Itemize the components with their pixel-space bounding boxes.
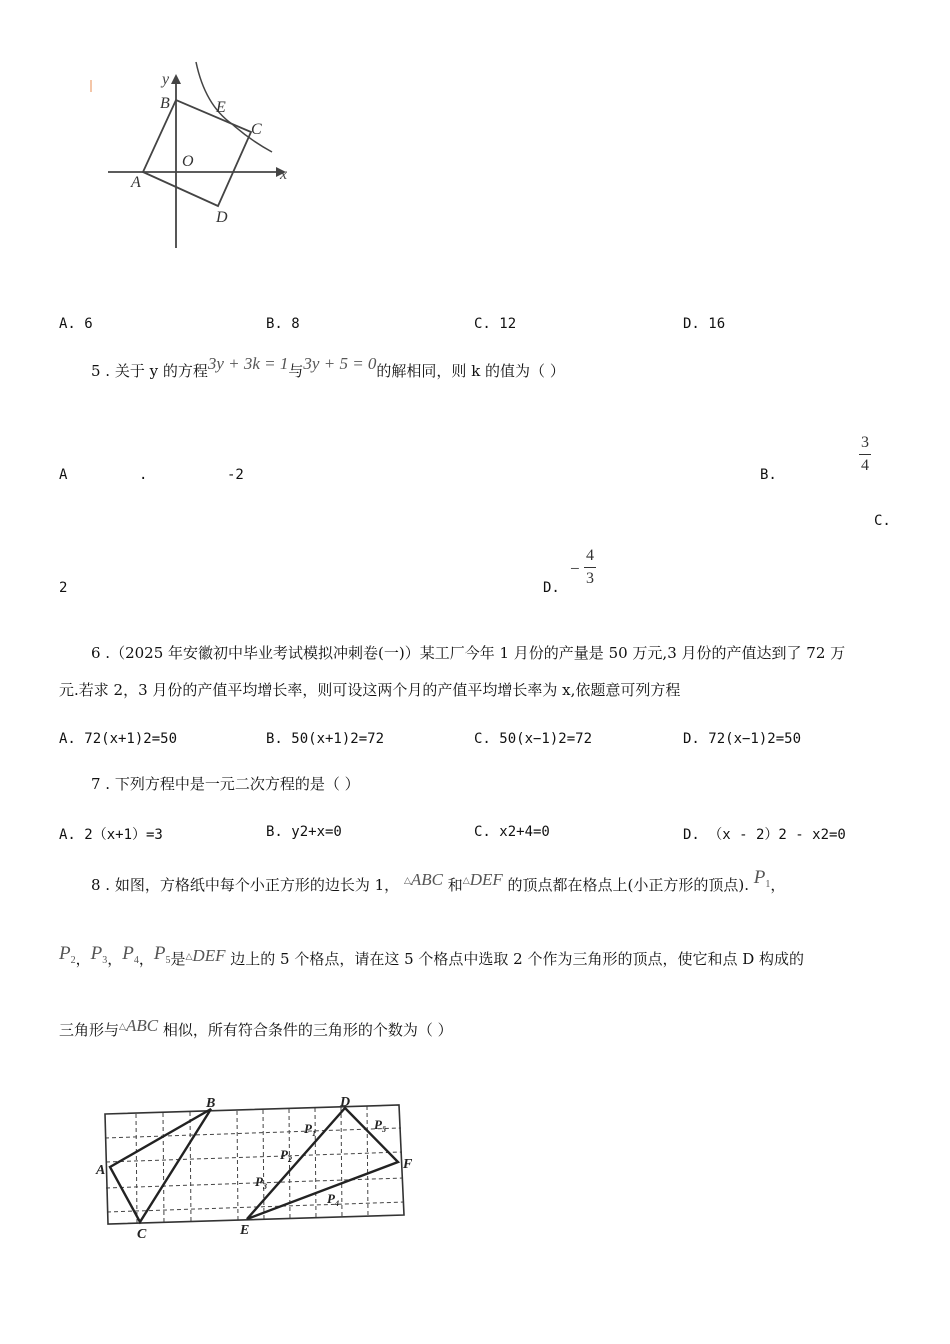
q5-option-d-numerator: 4 — [586, 547, 594, 564]
q8-is: 是 — [170, 950, 186, 968]
point-p3: $P_3$ — [90, 943, 108, 966]
q6-option-d: D. 72(x−1)2=50 — [683, 731, 802, 747]
q7-option-c: C. x2+4=0 — [474, 824, 550, 840]
q8-comma: ， — [107, 950, 123, 968]
q6-option-a: A. 72(x+1)2=50 — [59, 731, 178, 747]
label-O: O — [182, 153, 194, 170]
q5-option-c-value: 2 — [59, 580, 68, 596]
triangle-def-2: △DEF — [185, 946, 226, 965]
hyperbola-curve — [196, 62, 272, 152]
label-P2: $P_2$ — [280, 1147, 292, 1164]
q6-option-b: B. 50(x+1)2=72 — [266, 731, 385, 747]
label-F: F — [403, 1157, 413, 1172]
q8-comma: ， — [75, 950, 91, 968]
q5-option-b-fraction — [859, 434, 871, 475]
q8-line1-text-a: 8 . 如图，方格纸中每个小正方形的边长为 1， — [91, 876, 400, 894]
triangle-abc-2: △ABC — [119, 1016, 159, 1035]
q8-line1-text-b: 的顶点都在格点上(小正方形的顶点). — [507, 876, 750, 894]
q8-grid-figure — [92, 1090, 422, 1240]
q8-comma: ， — [770, 876, 786, 894]
q5-suffix: 的解相同，则 k 的值为（ ） — [376, 362, 565, 380]
square-ABCD — [143, 100, 251, 206]
label-B: B — [160, 95, 170, 112]
q5-stem — [91, 354, 565, 381]
q8-stem-line-3 — [59, 1016, 453, 1040]
fraction-bar — [859, 454, 871, 455]
q6-stem-line-1: 6 .（2025 年安徽初中毕业考试模拟冲刺卷(一)）某工厂今年 1 月份的产量是 50 万元,3 月份的产值达到了 72 万 — [91, 644, 846, 662]
q5-equation-2: 3y + 5 = 0 — [303, 354, 377, 373]
q7-option-a: A. 2（x+1）=3 — [59, 827, 163, 843]
triangle-abc: △ABC — [403, 870, 443, 889]
q8-stem-line-1 — [91, 867, 786, 897]
label-P4: $P_4$ — [327, 1191, 339, 1208]
q5-connector: 与 — [288, 362, 304, 380]
q5-option-d-sign: − — [570, 559, 580, 578]
q4-option-a: A. 6 — [59, 316, 93, 332]
triangle-def: △DEF — [462, 870, 503, 889]
q6-option-c: C. 50(x−1)2=72 — [474, 731, 593, 747]
fraction-bar — [584, 567, 596, 568]
q8-stem-line-2 — [59, 943, 805, 971]
q4-option-b: B. 8 — [266, 316, 300, 332]
q7-option-d: D. （x - 2）2 - x2=0 — [683, 827, 846, 843]
q5-equation-1: 3y + 3k = 1 — [207, 354, 289, 373]
q8-and: 和 — [447, 876, 463, 894]
q8-line3-text-b: 相似，所有符合条件的三角形的个数为（ ） — [162, 1021, 453, 1039]
q7-option-b: B. y2+x=0 — [266, 824, 342, 840]
y-axis-arrow-icon — [171, 74, 181, 84]
q5-option-b-numerator: 3 — [861, 434, 869, 451]
label-A: A — [131, 174, 141, 191]
q4-option-d: D. 16 — [683, 316, 726, 332]
label-C: C — [251, 121, 262, 138]
q4-option-c: C. 12 — [474, 316, 517, 332]
q5-option-d-label: D. — [543, 580, 560, 596]
q5-prefix: 5 . 关于 y 的方程 — [91, 362, 208, 380]
q5-option-c-label: C. — [874, 513, 891, 529]
label-E: E — [240, 1223, 250, 1238]
q5-option-d-fraction — [584, 547, 596, 588]
triangle-ABC-shape — [110, 1109, 211, 1222]
label-D: D — [216, 209, 228, 226]
q8-line3-text-a: 三角形与 — [59, 1021, 120, 1039]
q8-comma: ， — [138, 950, 154, 968]
point-p2: $P_2$ — [59, 943, 76, 966]
point-p5: $P_5$ — [153, 943, 171, 966]
q8-line2-text: 边上的 5 个格点，请在这 5 个格点中选取 2 个作为三角形的顶点，使它和点 D 构成的 — [230, 950, 805, 968]
q5-option-b-denominator: 4 — [861, 457, 869, 474]
label-P3: $P_3$ — [255, 1174, 267, 1191]
label-y: y — [162, 71, 170, 88]
label-E: E — [216, 99, 226, 116]
q5-option-d-denominator: 3 — [586, 570, 594, 587]
q5-option-b-label: B. — [760, 467, 777, 483]
q5-option-a-dot: . — [139, 467, 148, 483]
point-p1: $P_1$ — [753, 867, 771, 890]
label-C: C — [137, 1227, 147, 1240]
q5-option-a-label: A — [59, 467, 68, 483]
q6-stem-line-2: 元.若求 2，3 月份的产值平均增长率，则可设这两个月的产值平均增长率为 x,依题意可列方程 — [59, 681, 681, 699]
label-A: A — [96, 1163, 106, 1178]
label-P1: $P_1$ — [304, 1121, 316, 1138]
point-p4: $P_4$ — [122, 943, 139, 966]
label-P5: $P_5$ — [374, 1117, 386, 1134]
label-D: D — [340, 1095, 351, 1110]
q5-option-a-value: -2 — [227, 467, 244, 483]
label-x: x — [280, 166, 288, 183]
label-B: B — [206, 1096, 216, 1111]
q4-coordinate-figure — [85, 60, 315, 260]
q7-stem: 7 . 下列方程中是一元二次方程的是（ ） — [91, 775, 360, 793]
